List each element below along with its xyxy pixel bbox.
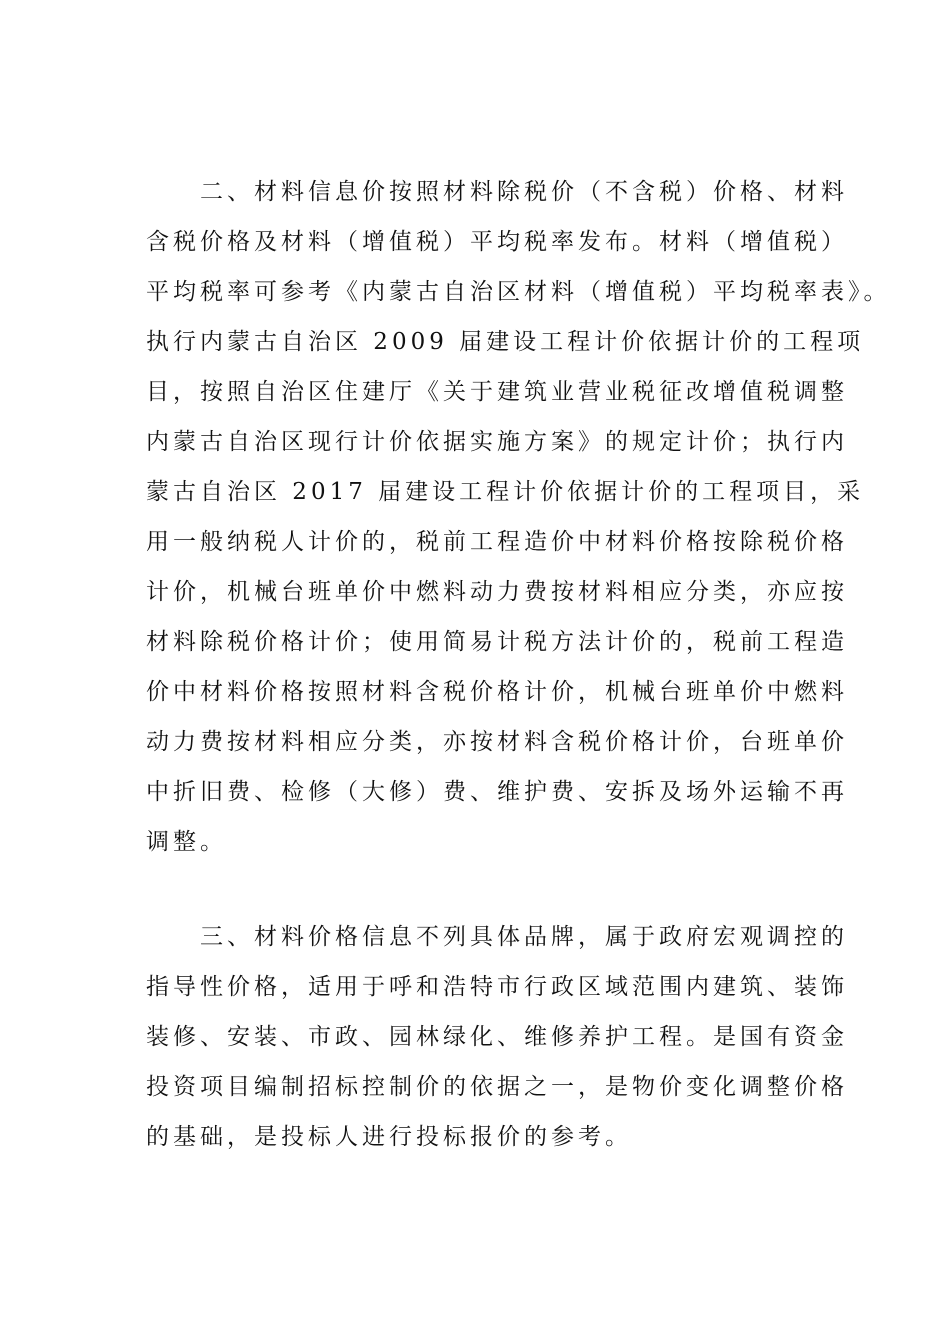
text-line: 指导性价格，适用于呼和浩特市行政区域范围内建筑、装饰 (146, 974, 848, 1000)
text-line: 二、材料信息价按照材料除税价（不含税）价格、材料 (146, 179, 848, 205)
text-line: 蒙古自治区 2017 届建设工程计价依据计价的工程项目，采 (146, 479, 865, 505)
text-line: 中折旧费、检修（大修）费、维护费、安拆及场外运输不再 (146, 779, 848, 805)
paragraph-price-information-scope (146, 912, 848, 1162)
text-line: 三、材料价格信息不列具体品牌，属于政府宏观调控的 (146, 924, 848, 950)
text-line: 材料除税价格计价；使用简易计税方法计价的，税前工程造 (146, 629, 848, 655)
text-line: 调整。 (146, 829, 227, 855)
text-line: 装修、安装、市政、园林绿化、维修养护工程。是国有资金 (146, 1024, 848, 1050)
text-line: 内蒙古自治区现行计价依据实施方案》的规定计价；执行内 (146, 429, 848, 455)
text-line: 的基础，是投标人进行投标报价的参考。 (146, 1124, 632, 1150)
paragraph-material-price-tax-rules (146, 167, 891, 867)
text-line: 价中材料价格按照材料含税价格计价，机械台班单价中燃料 (146, 679, 848, 705)
text-line: 执行内蒙古自治区 2009 届建设工程计价依据计价的工程项 (146, 329, 865, 355)
text-line: 用一般纳税人计价的，税前工程造价中材料价格按除税价格 (146, 529, 848, 555)
text-line: 计价，机械台班单价中燃料动力费按材料相应分类，亦应按 (146, 579, 848, 605)
text-line: 投资项目编制招标控制价的依据之一，是物价变化调整价格 (146, 1074, 848, 1100)
text-line: 平均税率可参考《内蒙古自治区材料（增值税）平均税率表》。 (146, 279, 891, 305)
text-line: 目，按照自治区住建厅《关于建筑业营业税征改增值税调整 (146, 379, 848, 405)
text-line: 动力费按材料相应分类，亦按材料含税价格计价，台班单价 (146, 729, 848, 755)
text-line: 含税价格及材料（增值税）平均税率发布。材料（增值税） (146, 229, 848, 255)
